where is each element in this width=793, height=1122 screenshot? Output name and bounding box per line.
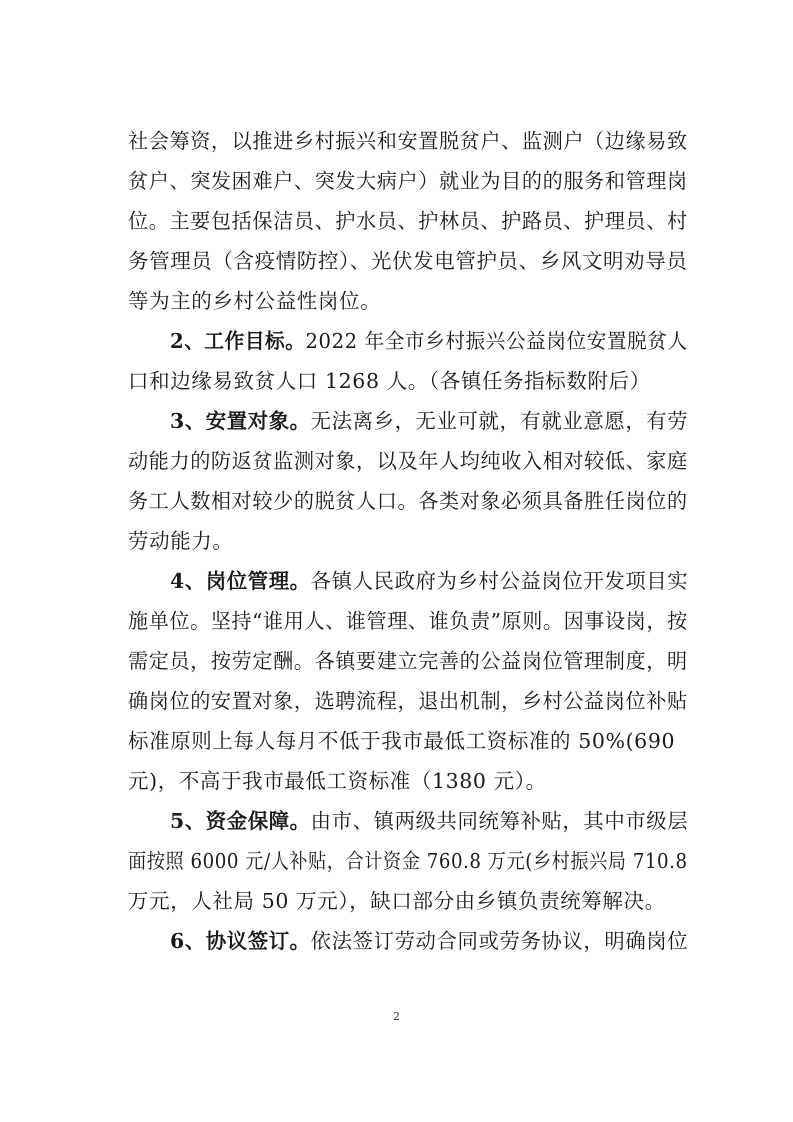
text-line: 万元，人社局 50 万元），缺口部分由乡镇负责统筹解决。 [128, 889, 666, 913]
page-number: 2 [393, 1010, 400, 1023]
text-line: 等为主的乡村公益性岗位。 [128, 289, 382, 313]
section-3-first-line [170, 406, 689, 436]
text-line: 依法签订劳动合同或劳务协议，明确岗位 [310, 929, 689, 953]
text-line: 标准原则上每人每月不低于我市最低工资标准的 50%(690 [128, 729, 676, 753]
text-line: 务管理员（含疫情防控）、光伏发电管护员、乡风文明劝导员 [128, 249, 688, 273]
section-5-first-line [170, 806, 689, 836]
text-line: 面按照 6000 元/人补贴，合计资金 760.8 万元(乡村振兴局 710.8 [128, 849, 688, 873]
text-line: 位。主要包括保洁员、护水员、护林员、护路员、护理员、村 [128, 209, 688, 233]
section-5-heading: 5、资金保障。 [170, 809, 311, 833]
text-line: 无法离乡，无业可就，有就业意愿，有劳 [310, 409, 689, 433]
text-line: 由市、镇两级共同统筹补贴，其中市级层 [310, 809, 689, 833]
text-line: 元)，不高于我市最低工资标准（1380 元）。 [128, 769, 547, 793]
section-2-first-line [170, 326, 688, 356]
section-6-first-line [170, 926, 689, 956]
text-line: 确岗位的安置对象，选聘流程，退出机制，乡村公益岗位补贴 [128, 689, 688, 713]
text-line: 贫户、突发困难户、突发大病户）就业为目的的服务和管理岗 [128, 169, 688, 193]
text-line: 动能力的防返贫监测对象，以及年人均纯收入相对较低、家庭 [128, 449, 688, 473]
section-3-heading: 3、安置对象。 [170, 409, 311, 433]
text-line: 2022 年全市乡村振兴公益岗位安置脱贫人 [305, 329, 688, 353]
section-2-heading: 2、工作目标。 [170, 329, 306, 353]
text-line: 口和边缘易致贫人口 1268 人。（各镇任务指标数附后） [128, 369, 651, 393]
text-line: 社会筹资，以推进乡村振兴和安置脱贫户、监测户（边缘易致 [128, 129, 688, 153]
text-line: 劳动能力。 [128, 529, 234, 553]
text-line: 需定员，按劳定酬。各镇要建立完善的公益岗位管理制度，明 [128, 649, 688, 673]
text-line: 施单位。坚持“谁用人、谁管理、谁负责”原则。因事设岗，按 [128, 609, 688, 633]
text-line: 务工人数相对较少的脱贫人口。各类对象必须具备胜任岗位的 [128, 489, 688, 513]
section-4-heading: 4、岗位管理。 [170, 569, 311, 593]
section-4-first-line [170, 566, 689, 596]
text-line: 各镇人民政府为乡村公益岗位开发项目实 [310, 569, 689, 593]
section-6-heading: 6、协议签订。 [170, 929, 311, 953]
